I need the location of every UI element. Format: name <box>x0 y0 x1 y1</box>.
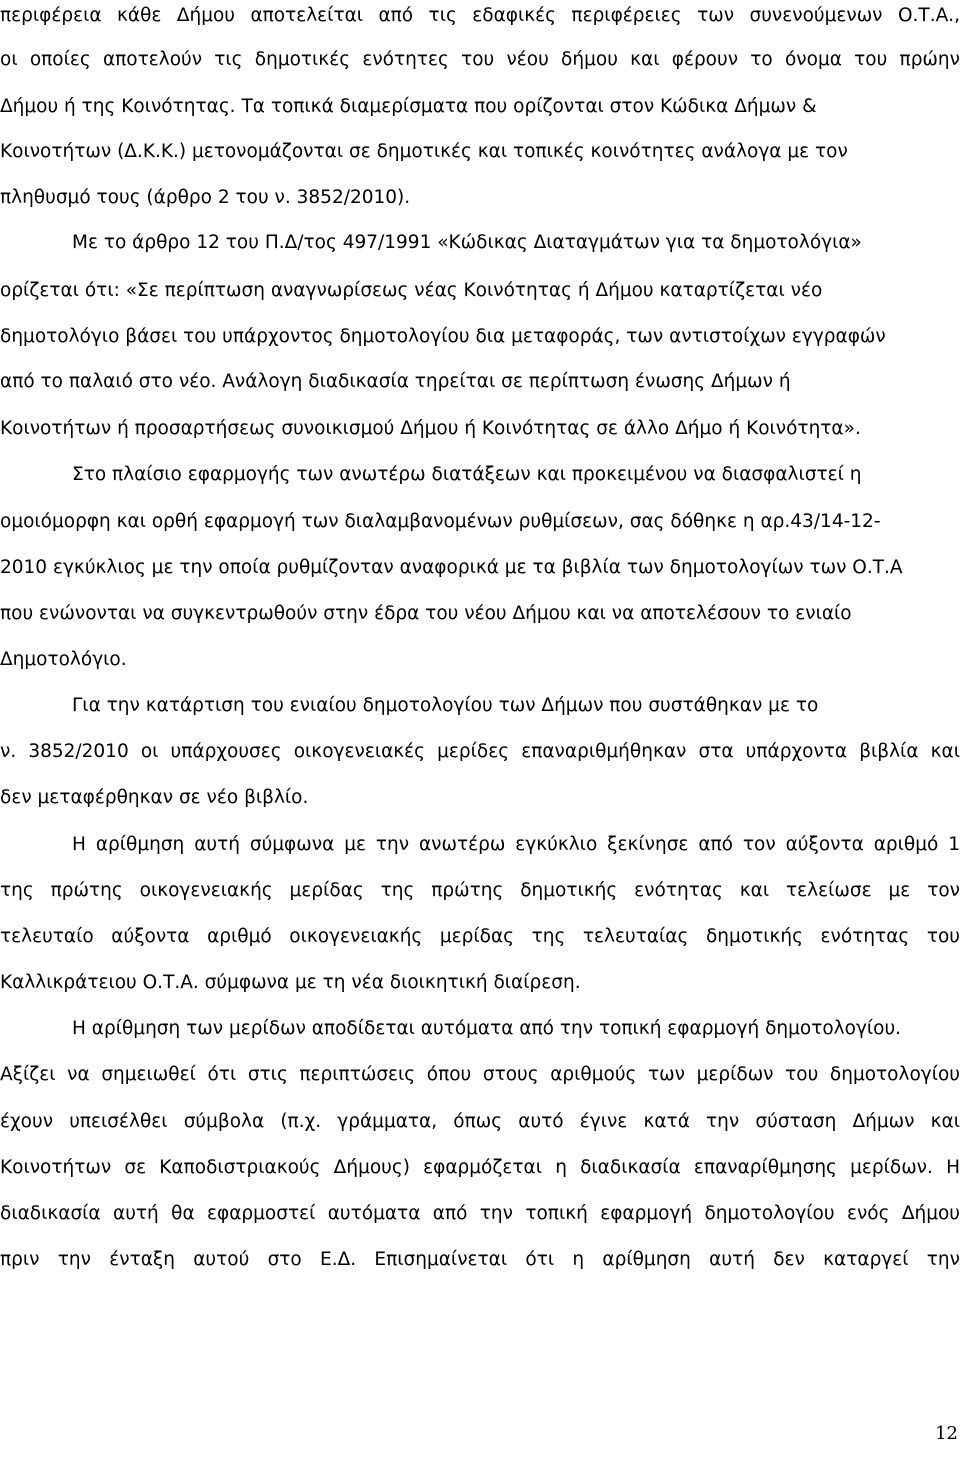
text-line: διαδικασία αυτή θα εφαρμοστεί αυτόματα από την τοπική εφαρμογή δημοτολογίου ενός Δήμου <box>0 1203 960 1224</box>
text-line: που ενώνονται να συγκεντρωθούν στην έδρα του νέου Δήμου και να αποτελέσουν το ενιαίο <box>0 603 852 624</box>
text-line: τελευταίο αύξοντα αριθμό οικογενειακής μερίδας της τελευταίας δημοτικής ενότητας του <box>0 926 960 947</box>
text-line: Κοινοτήτων ή προσαρτήσεως συνοικισμού Δήμου ή Κοινότητας σε άλλο Δήμο ή Κοινότητα». <box>0 418 861 439</box>
text-line: Η αρίθμηση των μερίδων αποδίδεται αυτόματα από την τοπική εφαρμογή δημοτολογίου. <box>72 1018 902 1039</box>
text-line: της πρώτης οικογενειακής μερίδας της πρώτης δημοτικής ενότητας και τελείωσε με τον <box>0 880 960 901</box>
text-line: ομοιόμορφη και ορθή εφαρμογή των διαλαμβανομένων ρυθμίσεων, σας δόθηκε η αρ.43/14-12- <box>0 511 881 532</box>
text-line: Στο πλαίσιο εφαρμογής των ανωτέρω διατάξεων και προκειμένου να διασφαλιστεί η <box>72 464 862 485</box>
text-line: Με το άρθρο 12 του Π.Δ/τος 497/1991 «Κώδικας Διαταγμάτων για τα δημοτολόγια» <box>72 232 862 253</box>
text-line: Κοινοτήτων σε Καποδιστριακούς Δήμους) εφαρμόζεται η διαδικασία επαναρίθμησης μερίδων. Η <box>0 1157 960 1178</box>
text-line: Καλλικράτειου Ο.Τ.Α. σύμφωνα με τη νέα διοικητική διαίρεση. <box>0 972 581 993</box>
text-line: ορίζεται ότι: «Σε περίπτωση αναγνωρίσεως νέας Κοινότητας ή Δήμου καταρτίζεται νέο <box>0 280 823 301</box>
text-line: από το παλαιό στο νέο. Ανάλογη διαδικασία τηρείται σε περίπτωση ένωσης Δήμων ή <box>0 371 791 392</box>
text-line: πληθυσμό τους (άρθρο 2 του ν. 3852/2010). <box>0 187 411 208</box>
text-line: περιφέρεια κάθε Δήμου αποτελείται από τις εδαφικές περιφέρειες των συνενούμενων Ο.Τ.Α., <box>0 5 960 26</box>
text-line: ν. 3852/2010 οι υπάρχουσες οικογενειακές μερίδες επαναριθμήθηκαν στα υπάρχοντα βιβλία και <box>0 741 960 762</box>
text-line: Δημοτολόγιο. <box>0 649 127 670</box>
text-line: 2010 εγκύκλιος με την οποία ρυθμίζονταν αναφορικά με τα βιβλία των δημοτολογίων των Ο.Τ.Α <box>0 557 903 578</box>
text-line: Για την κατάρτιση του ενιαίου δημοτολογίου των Δήμων που συστάθηκαν με το <box>72 695 819 716</box>
text-line: πριν την ένταξη αυτού στο Ε.Δ. Επισημαίνεται ότι η αρίθμηση αυτή δεν καταργεί την <box>0 1249 960 1270</box>
text-line: δεν μεταφέρθηκαν σε νέο βιβλίο. <box>0 787 309 808</box>
text-line: οι οποίες αποτελούν τις δημοτικές ενότητες του νέου δήμου και φέρουν το όνομα του πρώην <box>0 49 960 70</box>
text-line: έχουν υπεισέλθει σύμβολα (π.χ. γράμματα, όπως αυτό έγινε κατά την σύσταση Δήμων και <box>0 1111 960 1132</box>
text-line: δημοτολόγιο βάσει του υπάρχοντος δημοτολογίου δια μεταφοράς, των αντιστοίχων εγγραφών <box>0 326 886 347</box>
text-line: Κοινοτήτων (Δ.Κ.Κ.) μετονομάζονται σε δημοτικές και τοπικές κοινότητες ανάλογα με τον <box>0 141 848 162</box>
text-line: Η αρίθμηση αυτή σύμφωνα με την ανωτέρω εγκύκλιο ξεκίνησε από τον αύξοντα αριθμό 1 <box>72 834 960 855</box>
text-line: Δήμου ή της Κοινότητας. Τα τοπικά διαμερίσματα που ορίζονται στον Κώδικα Δήμων & <box>0 96 817 117</box>
page-number: 12 <box>935 1423 958 1444</box>
text-line: Αξίζει να σημειωθεί ότι στις περιπτώσεις όπου στους αριθμούς των μερίδων του δημοτολογίου <box>0 1064 960 1085</box>
